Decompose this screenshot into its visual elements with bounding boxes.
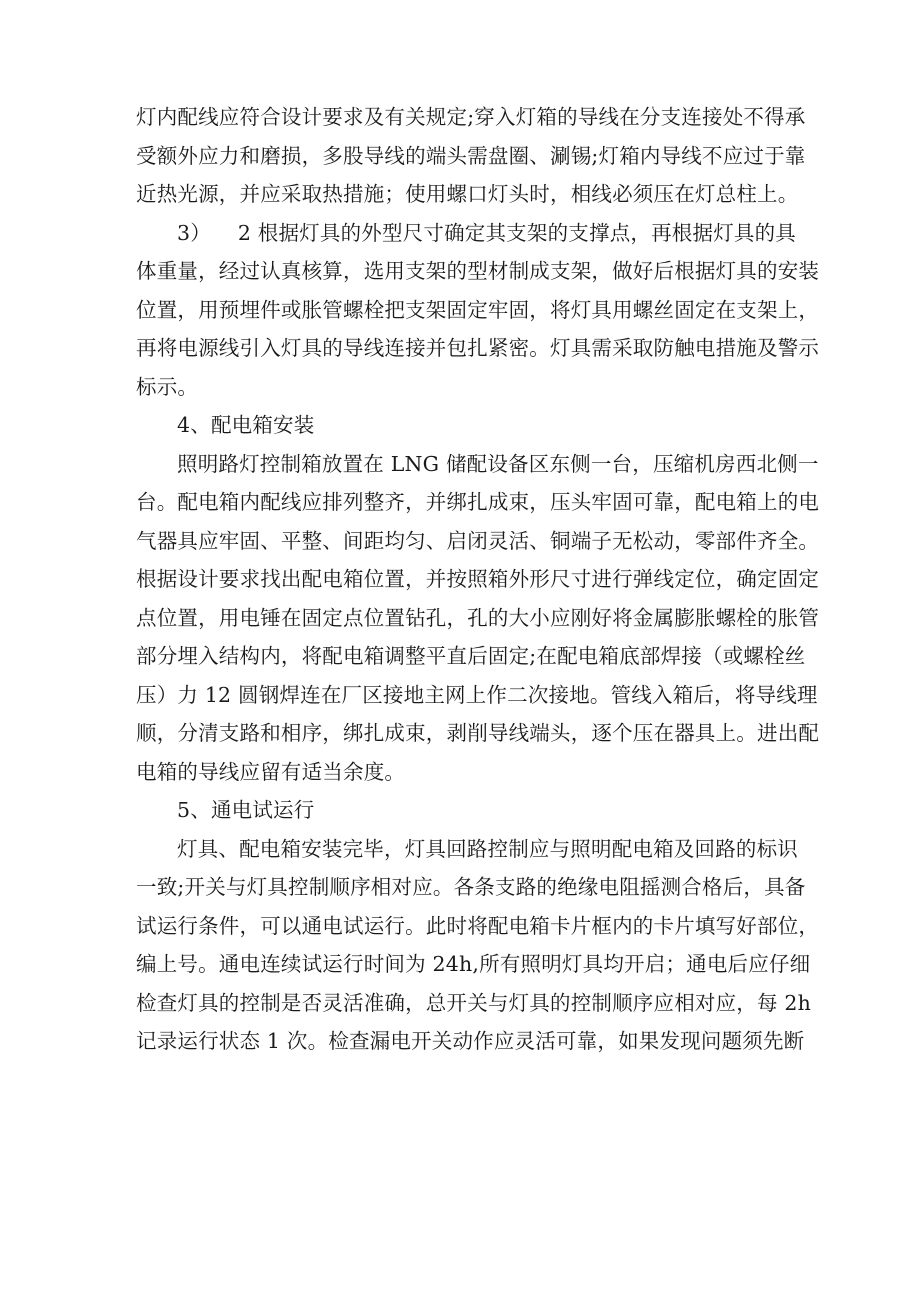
text-line: 体重量，经过认真核算，选用支架的型材制成支架，做好后根据灯具的安装 (136, 259, 820, 283)
text-line: 部分埋入结构内，将配电箱调整平直后固定;在配电箱底部焊接（或螺栓丝 (136, 644, 806, 668)
section-heading: 4、配电箱安装 (177, 413, 315, 437)
text-line: 灯内配线应符合设计要求及有关规定;穿入灯箱的导线在分支连接处不得承 (136, 105, 806, 129)
paragraph-trial-operation (136, 830, 820, 1061)
text-line: 电箱的导线应留有适当余度。 (136, 759, 406, 784)
text-line: 记录运行状态 1 次。检查漏电开关动作应灵活可靠，如果发现问题须先断 (136, 1029, 805, 1053)
text-line: 灯具、配电箱安装完毕，灯具回路控制应与照明配电箱及回路的标识 (177, 836, 798, 861)
section-heading-4 (136, 406, 796, 445)
text-line: 点位置，用电锤在固定点位置钻孔，孔的大小应刚好将金属膨胀螺栓的胀管 (136, 605, 820, 630)
text-line: 检查灯具的控制是否灵活准确，总开关与灯具的控制顺序应相对应，每 2h (136, 990, 812, 1015)
text-line: 气器具应牢固、平整、间距均匀、启闭灵活、铜端子无松动，零部件齐全。 (136, 528, 820, 553)
text-line: 台。配电箱内配线应排列整齐，并绑扎成束，压头牢固可靠，配电箱上的电 (136, 490, 820, 514)
text-line: 近热光源，并应采取热措施；使用螺口灯头时，相线必须压在灯总柱上。 (136, 182, 799, 206)
paragraph-distribution-box (136, 445, 820, 792)
text-line: 标示。 (136, 374, 199, 399)
text-line: 位置，用预埋件或胀管螺栓把支架固定牢固，将灯具用螺丝固定在支架上， (136, 297, 820, 322)
text-line: 照明路灯控制箱放置在 LNG 储配设备区东侧一台，压缩机房西北侧一 (177, 451, 819, 476)
section-heading: 5、通电试运行 (177, 798, 315, 822)
text-line: 再将电源线引入灯具的导线连接并包扎紧密。灯具需采取防触电措施及警示 (136, 336, 820, 360)
text-line: 编上号。通电连续试运行时间为 24h,所有照明灯具均开启；通电后应仔细 (136, 952, 811, 976)
text-line: 受额外应力和磨损，多股导线的端头需盘圈、涮锡;灯箱内导线不应过于靠 (136, 143, 806, 168)
text-line: 根据设计要求找出配电箱位置，并按照箱外形尺寸进行弹线定位，确定固定 (136, 567, 820, 591)
paragraph-bracket-installation (136, 214, 820, 407)
paragraph-wiring-requirements (136, 98, 806, 214)
text-line: 试运行条件，可以通电试运行。此时将配电箱卡片框内的卡片填写好部位， (136, 913, 820, 938)
document-body (136, 98, 820, 1061)
text-line: 顺，分清支路和相序，绑扎成束，剥削导线端头，逐个压在器具上。进出配 (136, 721, 820, 745)
text-line: 3） 2 根据灯具的外型尺寸确定其支架的支撑点，再根据灯具的具 (177, 220, 796, 245)
section-heading-5 (136, 791, 796, 830)
text-line: 一致;开关与灯具控制顺序相对应。各条支路的绝缘电阻摇测合格后，具备 (136, 875, 806, 899)
text-line: 压）力 12 圆钢焊连在厂区接地主网上作二次接地。管线入箱后，将导线理 (136, 682, 818, 707)
